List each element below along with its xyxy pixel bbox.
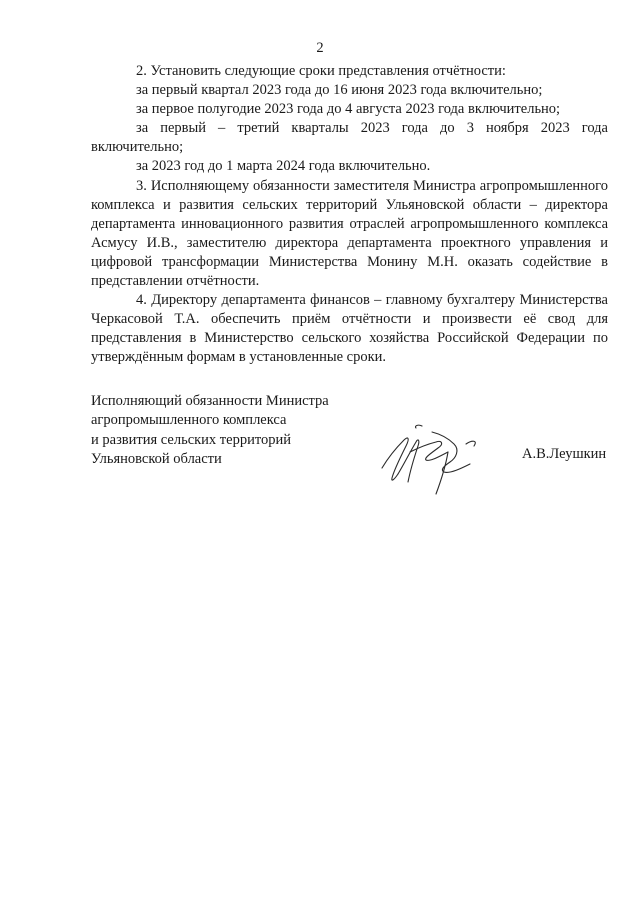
paragraph-item-3: 3. Исполняющему обязанности заместителя Министра агропромышленного комплекса и развития сельских территорий Ульяновской области – директора департамента инновационного развития отраслей агропромышленного комплекса Асмусу И.В., заместителю директора департамента проектного управления и цифровой трансформации Министерства Монину М.Н. оказать содействие в представлении отчётности.	[91, 177, 608, 290]
paragraph-deadline-q1: за первый квартал 2023 года до 16 июня 2023 года включительно;	[136, 82, 543, 99]
document-body	[91, 62, 608, 368]
page-number: 2	[316, 40, 324, 56]
handwritten-signature	[370, 418, 510, 498]
paragraph-item-4: 4. Директору департамента финансов – главному бухгалтеру Министерства Черкасовой Т.А. обеспечить приём отчётности и произвести её свод для представления в Министерство сельского хозяйства Российской Федерации по утверждённым формам в установленные сроки.	[91, 292, 608, 366]
paragraph-deadline-q1-q3: за первый – третий кварталы 2023 года до 3 ноября 2023 года включительно;	[91, 120, 608, 156]
signatory-position-line: Ульяновской области	[91, 450, 222, 467]
signatory-position-line: агропромышленного комплекса	[91, 412, 287, 429]
signatory-position	[91, 392, 371, 469]
paragraph-deadline-year: за 2023 год до 1 марта 2024 года включительно.	[136, 158, 431, 175]
paragraph-deadline-half-year: за первое полугодие 2023 года до 4 августа 2023 года включительно;	[136, 101, 561, 118]
signatory-name: А.В.Леушкин	[522, 446, 607, 462]
signatory-position-line: Исполняющий обязанности Министра	[91, 393, 329, 409]
signatory-position-line: и развития сельских территорий	[91, 431, 292, 448]
paragraph-deadlines-intro: 2. Установить следующие сроки представления отчётности:	[136, 63, 506, 79]
